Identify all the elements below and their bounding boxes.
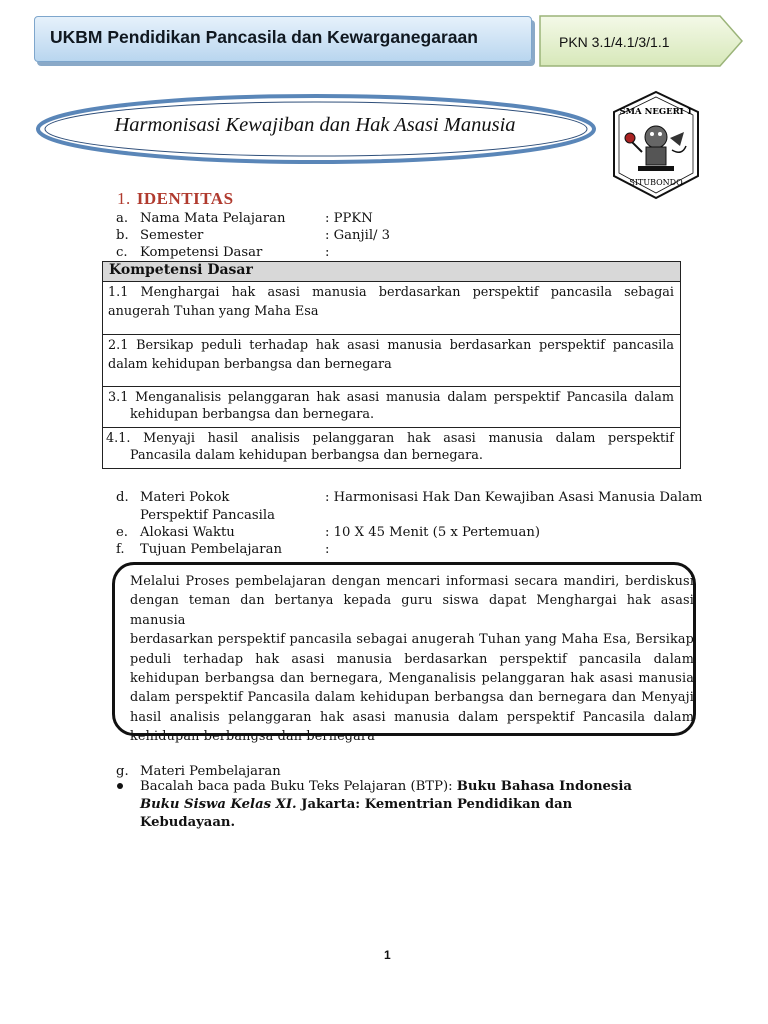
table-divider <box>102 334 681 335</box>
table-divider <box>102 386 681 387</box>
section-number: 1. <box>117 189 131 208</box>
reference-text <box>140 778 670 832</box>
school-emblem-icon <box>610 90 702 200</box>
row-label: Materi Pembelajaran <box>140 764 281 779</box>
row-label: Alokasi Waktu <box>140 525 235 540</box>
row-label: Semester <box>140 228 204 243</box>
ref-publisher: Jakarta: Kementrian Pendidikan dan Kebudayaan. <box>140 797 573 830</box>
ref-book-italic: Buku Siswa Kelas XI. <box>140 797 297 812</box>
row-continuation: Perspektif Pancasila <box>140 508 275 523</box>
row-label: Nama Mata Pelajaran <box>140 211 286 226</box>
row-label: Tujuan Pembelajaran <box>140 542 282 557</box>
ref-book: Buku Bahasa Indonesia <box>456 779 632 794</box>
row-letter: d. <box>116 490 129 505</box>
kd-item-4-line2: Pancasila dalam kehidupan berbangsa dan bernegara. <box>130 448 483 463</box>
row-value: : PPKN <box>325 211 373 226</box>
bullet-icon <box>117 783 123 789</box>
objective-line: hasil analisis pelanggaran hak asasi manusia dalam perspektif Pancasila dalam <box>130 709 694 725</box>
section-title: IDENTITAS <box>136 189 234 208</box>
row-value: : Ganjil/ 3 <box>325 228 391 243</box>
objective-line: Melalui Proses pembelajaran dengan mencari informasi secara mandiri, berdiskusi <box>130 574 694 589</box>
module-code: PKN 3.1/4.1/3/1.1 <box>559 34 670 50</box>
row-letter: f. <box>116 542 125 557</box>
row-value: : 10 X 45 Menit (5 x Pertemuan) <box>325 525 541 540</box>
row-value: : <box>325 245 330 260</box>
kd-table-header: Kompetensi Dasar <box>109 262 253 278</box>
row-letter: e. <box>116 525 128 540</box>
logo-top-text: SMA NEGERI 1 <box>619 107 693 117</box>
objective-text <box>130 572 694 747</box>
identity-heading <box>117 189 234 209</box>
table-divider <box>102 427 681 428</box>
kd-item-4-line1: 4.1. Menyaji hasil analisis pelanggaran hak asasi manusia dalam perspektif <box>106 431 674 446</box>
objective-line: kehidupan berbangsa dan bernegara, Menganalisis pelanggaran hak asasi manusia <box>130 671 694 687</box>
row-letter: g. <box>116 764 129 779</box>
kd-item-1-line1: 1.1 Menghargai hak asasi manusia berdasarkan perspektif pancasila sebagai <box>108 285 674 300</box>
row-label: Materi Pokok <box>140 490 230 505</box>
objective-line: peduli terhadap hak asasi manusia berdasarkan perspektif pancasila dalam <box>130 651 694 667</box>
row-letter: c. <box>116 245 128 260</box>
row-value: : Harmonisasi Hak Dan Kewajiban Asasi Manusia Dalam <box>325 490 703 505</box>
kd-item-2-line1: 2.1 Bersikap peduli terhadap hak asasi manusia berdasarkan perspektif pancasila <box>108 338 674 353</box>
objective-line: dalam perspektif Pancasila dalam kehidupan berbangsa dan bernegara dan Menyaji <box>130 690 694 706</box>
row-value: : <box>325 542 330 557</box>
kd-item-3-line2: kehidupan berbangsa dan bernegara. <box>130 407 375 422</box>
row-label: Kompetensi Dasar <box>140 245 263 260</box>
objective-line: dengan teman dan bertanya kepada guru siswa dapat Menghargai hak asasi manusia <box>130 593 694 628</box>
objective-line: kehidupan berbangsa dan bernegara <box>130 729 375 745</box>
logo-bottom-text: SITUBONDO <box>629 178 683 187</box>
page-title: Harmonisasi Kewajiban dan Hak Asasi Manusia <box>114 114 516 136</box>
banner-title: UKBM Pendidikan Pancasila dan Kewarganegaraan <box>50 27 478 47</box>
kd-item-1-line2: anugerah Tuhan yang Maha Esa <box>108 304 319 319</box>
row-letter: b. <box>116 228 129 243</box>
page-number: 1 <box>384 948 391 962</box>
kd-item-3-line1: 3.1 Menganalisis pelanggaran hak asasi manusia dalam perspektif Pancasila dalam <box>108 390 674 405</box>
objective-line: berdasarkan perspektif pancasila sebagai anugerah Tuhan yang Maha Esa, Bersikap <box>130 632 694 648</box>
kd-item-2-line2: dalam kehidupan berbangsa dan bernegara <box>108 357 392 372</box>
row-letter: a. <box>116 211 129 226</box>
ref-prefix: Bacalah baca pada Buku Teks Pelajaran (BTP): <box>140 779 457 794</box>
